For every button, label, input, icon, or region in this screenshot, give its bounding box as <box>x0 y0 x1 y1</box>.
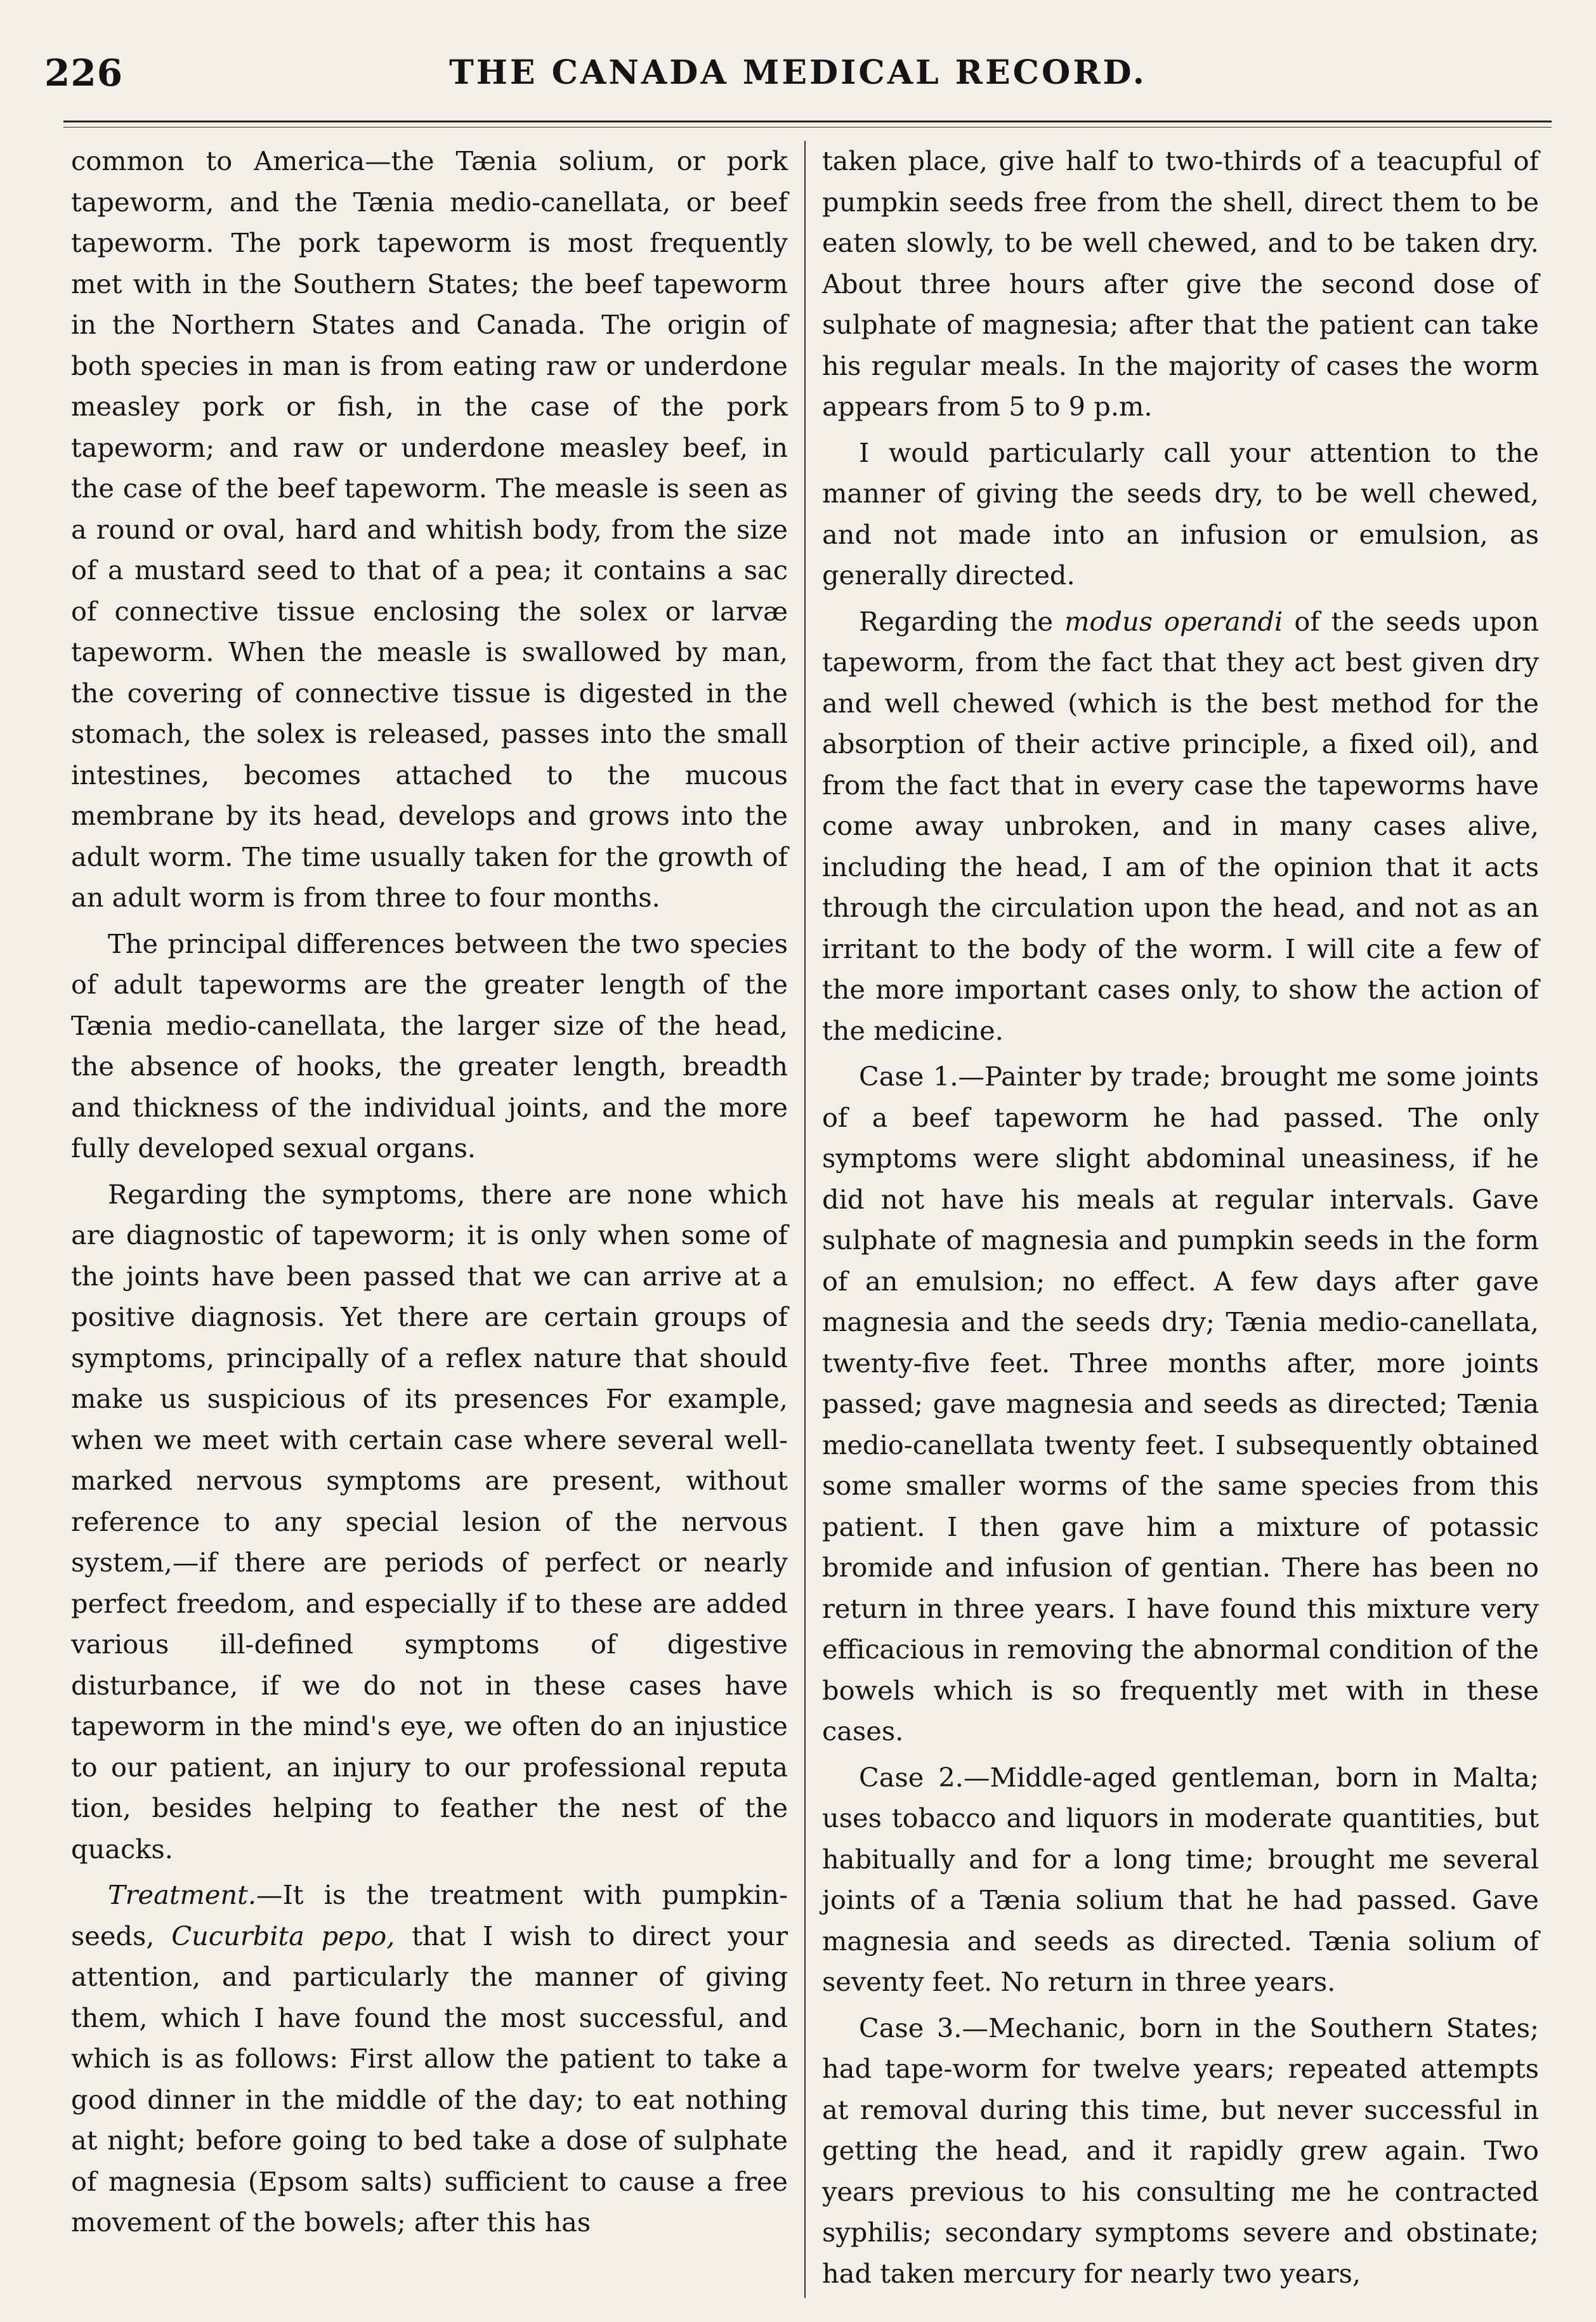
case-2: Case 2.—Middle-aged gentleman, born in Malta; uses tobacco and liquors in moderate quantities, but habitually and for a long time; brought me several joints of a Tænia solium that he had passed. Gave magnesia and seeds as directed. Tænia solium of seventy feet. No return in three years. <box>822 1761 1539 1997</box>
running-title: THE CANADA MEDICAL RECORD. <box>449 53 1147 92</box>
right-column <box>822 141 1539 2294</box>
left-column <box>71 141 788 2243</box>
column-divider <box>804 141 806 2298</box>
paragraph: The principal differences between the two species of adult tapeworms are the greater length of the Tænia medio-canellata, the larger size of the head, the absence of hooks, the greater length, breadth and thickness of the individual joints, and the more fully developed sexual organs. <box>71 928 788 1164</box>
header-rule <box>63 121 1552 122</box>
paragraph-text: that I wish to direct your attention, and particularly the manner of giving them, which I have found the most successful, and which is as follows: First allow the patient to take a good dinner in the middle of the day; to eat nothing at night; before going to bed take a dose of sulphate of magnesia (Epsom salts) sufficient to cause a free movement of the bowels; after this has <box>71 1920 788 2238</box>
paragraph-text: Regarding the <box>859 605 1065 637</box>
species-name: Cucurbita pepo, <box>171 1920 395 1951</box>
paragraph-modus <box>822 601 1539 1052</box>
paragraph: taken place, give half to two-thirds of a teacupful of pumpkin seeds free from the shell, direct them to be eaten slowly, to be well chewed, and to be taken dry. About three hours after give the second dose of sulphate of magnesia; after that the patient can take his regular meals. In the majority of cases the worm appears from 5 to 9 p.m. <box>822 145 1539 422</box>
paragraph-text: —It is the treatment with pumpkin-seeds, <box>71 1879 788 1951</box>
paragraph: Regarding the symptoms, there are none which are diagnostic of tapeworm; it is only when some of the joints have been passed that we can arrive at a positive diagnosis. Yet there are certain groups of symptoms, principally of a reflex nature that should make us suspicious of its presences For example, when we meet with certain case where several well-marked nervous symptoms are present, without reference to any special lesion of the nervous system,—if there are periods of perfect or nearly perfect freedom, and especially if to these are added various ill-defined symptoms of digestive disturbance, if we do not in these cases have tapeworm in the mind's eye, we often do an injustice to our patient, an injury to our professional reputa tion, besides helping to feather the nest of the quacks. <box>71 1178 788 1865</box>
case-3: Case 3.—Mechanic, born in the Southern States; had tape-worm for twelve years; repeated attempts at removal during this time, but never successful in getting the head, and it rapidly grew again. Two years previous to his consulting me he contracted syphilis; secondary symptoms severe and obstinate; had taken mercury for nearly two years, <box>822 2012 1539 2289</box>
page-number: 226 <box>44 51 124 95</box>
paragraph-text: of the seeds upon tapeworm, from the fact that they act best given dry and well chewed (which is the best method for the absorption of their active principle, a fixed oil), and from the fact that in every case the tapeworms have come away unbroken, and in many cases alive, including the head, I am of the opinion that it acts through the circulation upon the head, and not as an irritant to the body of the worm. I will cite a few of the more important cases only, to show the action of the medicine. <box>822 605 1539 1046</box>
case-1: Case 1.—Painter by trade; brought me some joints of a beef tapeworm he had passed. The only symptoms were slight abdominal uneasiness, if he did not have his meals at regular intervals. Gave sulphate of magnesia and pumpkin seeds in the form of an emulsion; no effect. A few days after gave magnesia and the seeds dry; Tænia medio-canellata, twenty-five feet. Three months after, more joints passed; gave magnesia and seeds as directed; Tænia medio-canellata twenty feet. I subsequently obtained some smaller worms of the same species from this patient. I then gave him a mixture of potassic bromide and infusion of gentian. There has been no return in three years. I have found this mixture very efficacious in removing the abnormal condition of the bowels which is so frequently met with in these cases. <box>822 1061 1539 1747</box>
latin-term: modus operandi <box>1064 605 1283 637</box>
paragraph-treatment <box>71 1875 788 2243</box>
paragraph: common to America—the Tænia solium, or pork tapeworm, and the Tænia medio-canellata, or beef tapeworm. The pork tapeworm is most frequently met with in the Southern States; the beef tapeworm in the Northern States and Canada. The origin of both species in man is from eating raw or underdone measley pork or fish, in the case of the pork tapeworm; and raw or underdone measley beef, in the case of the beef tapeworm. The measle is seen as a round or oval, hard and whitish body, from the size of a mustard seed to that of a pea; it contains a sac of connective tissue enclosing the solex or larvæ tapeworm. When the measle is swallowed by man, the covering of connective tissue is digested in the stomach, the solex is released, passes into the small intestines, becomes attached to the mucous membrane by its head, develops and grows into the adult worm. The time usually taken for the growth of an adult worm is from three to four months. <box>71 145 788 913</box>
page-header <box>44 44 1552 102</box>
paragraph: I would particularly call your attention to the manner of giving the seeds dry, to be well chewed, and not made into an infusion or emulsion, as generally directed. <box>822 436 1539 591</box>
section-lead: Treatment. <box>108 1879 257 1910</box>
header-rule-thin <box>63 127 1552 128</box>
